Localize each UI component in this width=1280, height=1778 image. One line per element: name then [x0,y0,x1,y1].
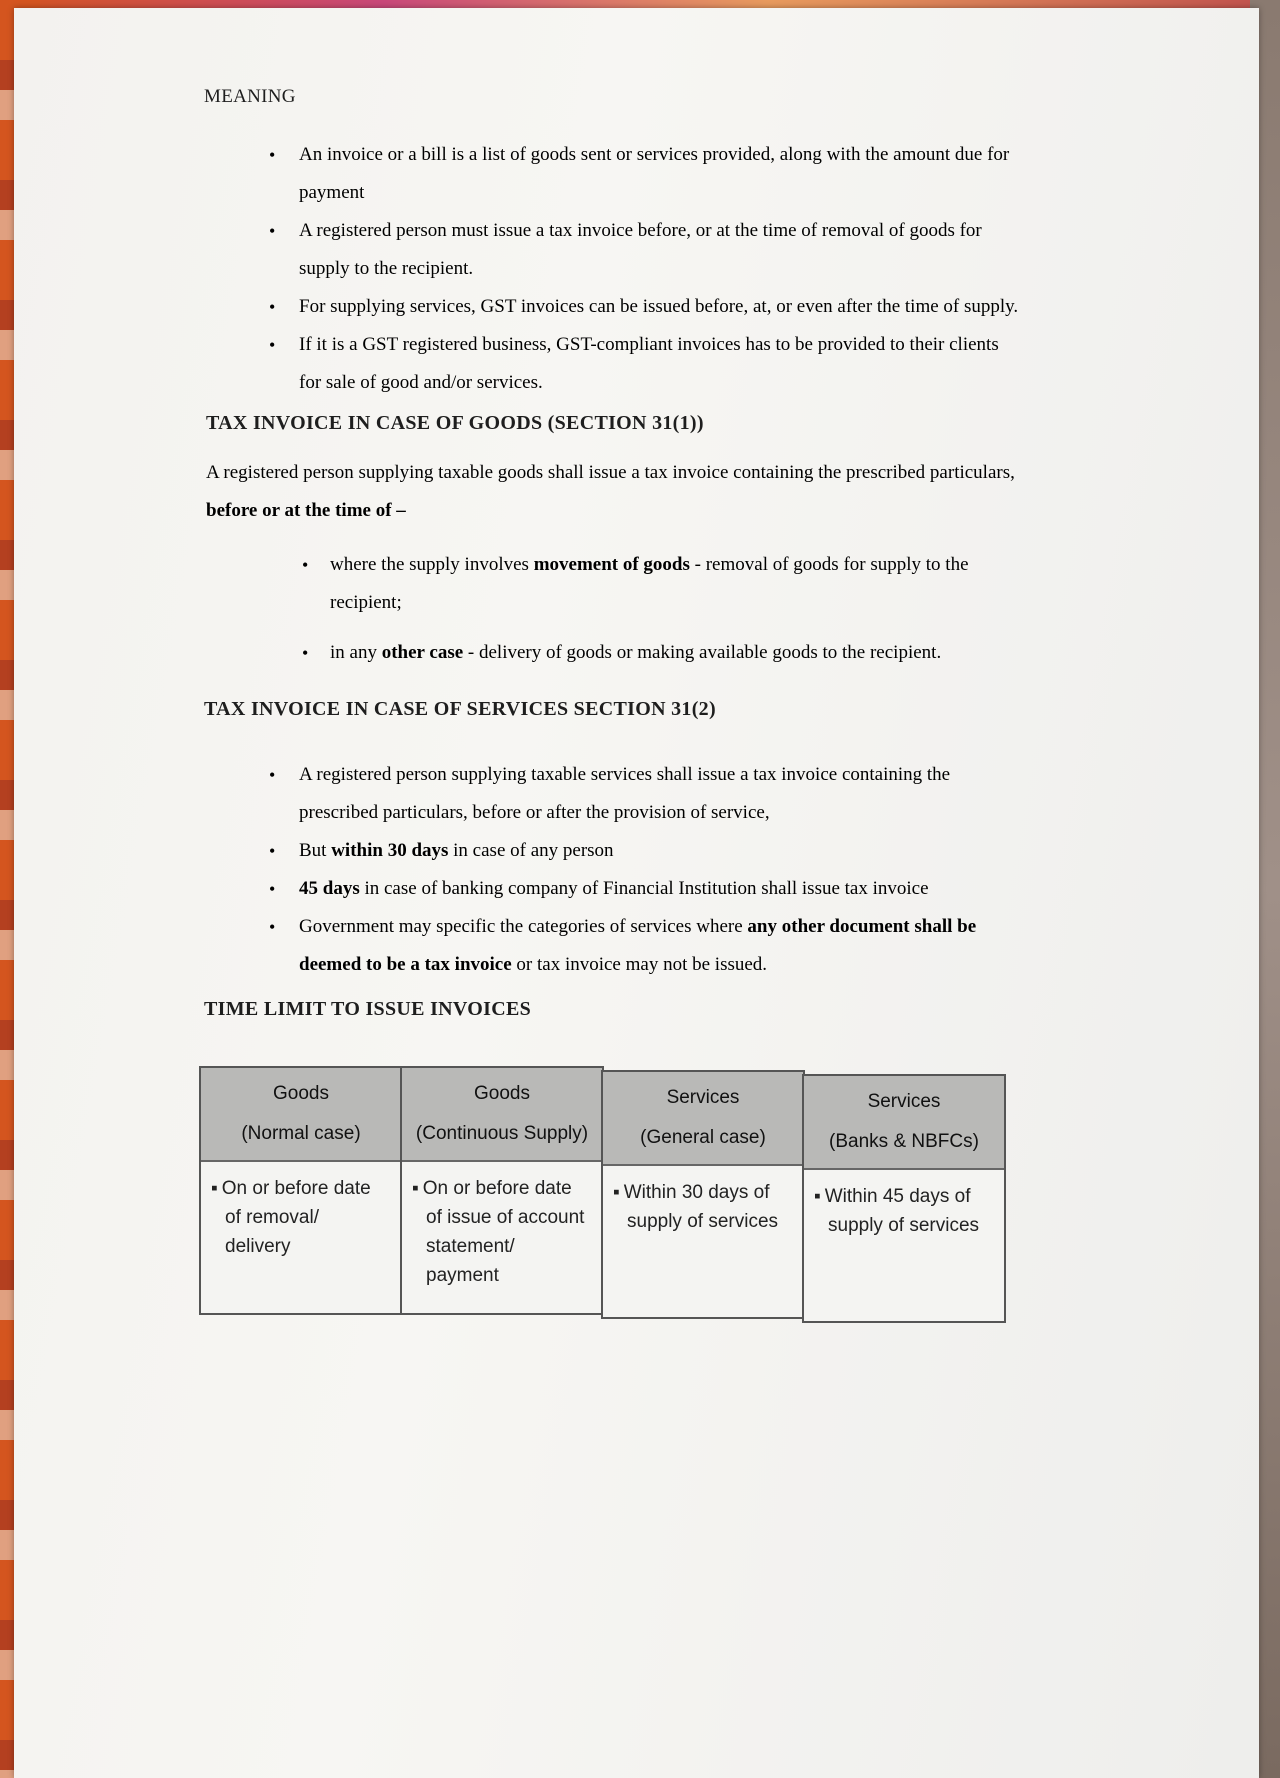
list-item: • An invoice or a bill is a list of goods sent or services provided, along with the amount due for [269,144,1010,165]
time-limit-box-services-general [601,1070,805,1319]
meaning-list [269,136,1129,402]
list-item: • Government may specific the categories of services where any other document shall be [269,916,977,937]
box-body: ▪ On or before date of issue of account statement/ payment [412,1178,585,1286]
paper-sheet [14,8,1259,1778]
time-limit-heading: TIME LIMIT TO ISSUE INVOICES [204,998,532,1020]
list-item-continuation: deemed to be a tax invoice or tax invoice may not be issued. [299,954,768,975]
box-body: ▪ Within 45 days of supply of services [814,1186,980,1236]
box-header: Services (General case) [603,1072,803,1166]
list-item: • where the supply involves movement of goods - removal of goods for supply to the [302,554,969,575]
meaning-heading: MEANING [204,86,296,107]
time-limit-box-goods-normal [199,1066,403,1315]
time-limit-box-goods-continuous [400,1066,604,1315]
box-header: Services (Banks & NBFCs) [804,1076,1004,1170]
box-header: Goods (Continuous Supply) [402,1068,602,1162]
box-body: ▪ On or before date of removal/ delivery [211,1178,371,1257]
list-item-continuation: prescribed particulars, before or after the provision of service, [299,802,770,823]
list-item-continuation: recipient; [330,592,402,613]
list-item-continuation: supply to the recipient. [299,258,474,279]
list-item: • A registered person must issue a tax invoice before, or at the time of removal of goods for [269,220,982,241]
list-item: • 45 days in case of banking company of Financial Institution shall issue tax invoice [269,878,929,899]
list-item: • in any other case - delivery of goods or making available goods to the recipient. [302,642,942,663]
list-item: • For supplying services, GST invoices can be issued before, at, or even after the time of supply. [269,296,1019,317]
list-item: • A registered person supplying taxable services shall issue a tax invoice containing the [269,764,951,785]
goods-list [302,546,1202,672]
box-body: ▪ Within 30 days of supply of services [613,1182,779,1232]
time-limit-box-services-banks [802,1074,1006,1323]
goods-intro: A registered person supplying taxable goods shall issue a tax invoice containing the prescribed particulars, before or at the time of – [206,462,1015,521]
services-section-heading: TAX INVOICE IN CASE OF SERVICES SECTION 31(2) [204,698,716,720]
list-item: • If it is a GST registered business, GST-compliant invoices has to be provided to their clients [269,334,999,355]
goods-section-heading: TAX INVOICE IN CASE OF GOODS (SECTION 31(1)) [206,412,704,434]
list-item: • But within 30 days in case of any person [269,840,614,861]
list-item-continuation: for sale of good and/or services. [299,372,543,393]
list-item-continuation: payment [299,182,365,203]
services-list [269,756,1169,984]
box-header: Goods (Normal case) [201,1068,401,1162]
